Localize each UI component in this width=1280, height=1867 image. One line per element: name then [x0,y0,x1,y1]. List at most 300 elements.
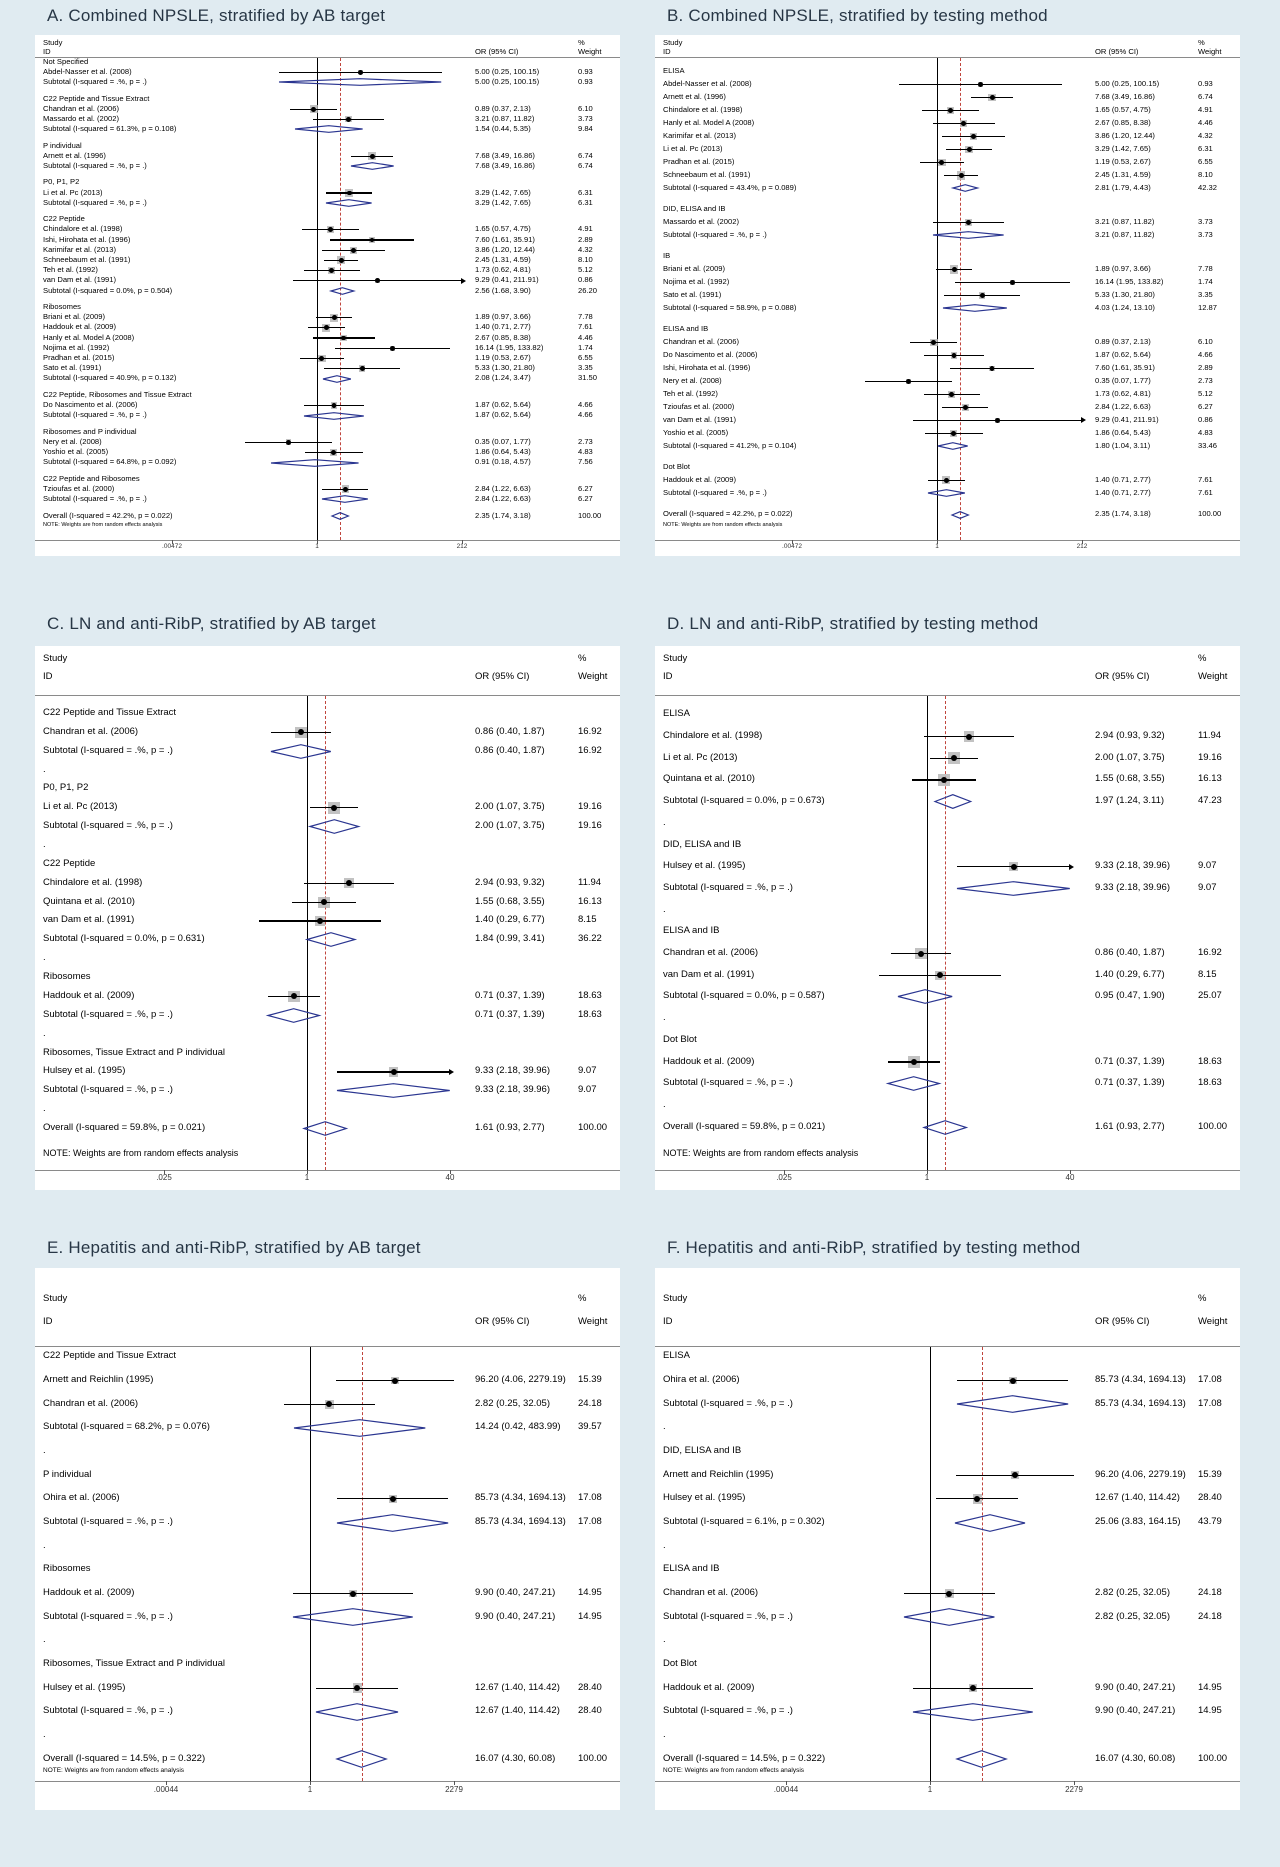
weight-value: 1.74 [578,342,593,352]
weight-value: 12.87 [1198,303,1218,313]
col-header-or: OR (95% CI) [1095,47,1139,56]
group-label: ELISA [663,708,690,720]
weight-value: 4.91 [1198,105,1213,115]
weight-value: 16.92 [578,744,602,756]
or-ci-value: 9.29 (0.41, 211.91) [475,275,539,285]
subtotal-label: Subtotal (I-squared = 43.4%, p = 0.089) [663,183,797,193]
weight-value: 8.15 [1198,968,1217,980]
or-ci-value: 2.00 (1.07, 3.75) [475,820,545,832]
or-ci-value: 85.73 (4.34, 1694.13) [1095,1373,1186,1385]
or-ci-value: 0.89 (0.37, 2.13) [1095,337,1151,347]
point-estimate-dot [1010,280,1015,285]
weight-value: 9.84 [578,124,593,134]
point-estimate-dot [360,366,365,371]
x-axis-line [655,1781,1240,1782]
point-estimate-dot [317,918,323,924]
study-label: Chindalore et al. (1998) [43,224,123,234]
subtotal-diamond [307,932,355,947]
weight-value: 6.10 [1198,337,1213,347]
col-header-study: Study [43,653,68,664]
or-ci-value: 2.67 (0.85, 8.38) [475,332,531,342]
group-label: Ribosomes and P individual [43,426,137,436]
point-estimate-dot [980,293,985,298]
or-ci-value: 2.94 (0.93, 9.32) [1095,730,1165,742]
weight-value: 100.00 [578,510,602,520]
or-ci-value: 2.35 (1.74, 3.18) [1095,509,1151,519]
group-separator-dot: . [43,1539,46,1551]
study-label: Massardo et al. (2002) [43,113,119,123]
weight-value: 31.50 [578,373,598,383]
or-ci-value: 0.86 (0.40, 1.87) [1095,947,1165,959]
overall-label: Overall (I-squared = 14.5%, p = 0.322) [43,1752,206,1764]
forest-panel-b [655,35,1240,556]
x-axis-tick-label: 212 [1076,543,1088,550]
x-axis-line [35,540,620,541]
weight-value: 100.00 [1198,509,1222,519]
or-ci-value: 0.95 (0.47, 1.90) [1095,990,1165,1002]
study-label: Briani et al. (2009) [663,264,726,274]
panel-d-title: D. LN and anti-RibP, stratified by testing method [667,614,1039,633]
x-axis-tick-label: .025 [776,1173,792,1182]
study-label: Nojima et al. (1992) [43,342,110,352]
subtotal-diamond [337,1083,450,1098]
or-ci-value: 14.24 (0.42, 483.99) [475,1421,561,1433]
x-axis-tick-label: 1 [927,1785,933,1794]
group-label: ELISA [663,1350,690,1362]
point-estimate-dot [390,346,395,351]
subtotal-diamond [898,989,952,1004]
group-separator-dot: . [43,1103,46,1115]
point-estimate-dot [946,1591,952,1597]
subtotal-diamond [888,1076,939,1091]
or-ci-value: 1.55 (0.68, 3.55) [1095,773,1165,785]
weight-value: 28.40 [578,1681,602,1693]
or-ci-value: 7.68 (3.49, 16.86) [1095,92,1155,102]
point-estimate-dot [324,325,329,330]
or-ci-value: 3.86 (1.20, 12.44) [1095,131,1155,141]
study-label: Abdel-Nasser et al. (2008) [663,79,752,89]
or-ci-value: 25.06 (3.83, 164.15) [1095,1515,1181,1527]
study-label: Quintana et al. (2010) [663,773,755,785]
or-ci-value: 1.40 (0.29, 6.77) [1095,968,1165,980]
weight-value: 8.15 [578,914,597,926]
point-estimate-dot [391,1069,397,1075]
subtotal-label: Subtotal (I-squared = .%, p = .) [43,744,173,756]
subtotal-label: Subtotal (I-squared = 64.8%, p = 0.092) [43,457,177,467]
or-ci-value: 12.67 (1.40, 114.42) [475,1681,560,1693]
weight-value: 28.40 [1198,1492,1222,1504]
weight-value: 6.55 [578,352,593,362]
or-ci-value: 3.86 (1.20, 12.44) [475,244,535,254]
overall-diamond [952,511,968,519]
point-estimate-dot [311,107,316,112]
weight-value: 0.86 [578,275,593,285]
random-effects-note: NOTE: Weights are from random effects analysis [43,1147,239,1158]
or-ci-value: 1.87 (0.62, 5.64) [475,399,531,409]
forest-panel-d [655,646,1240,1190]
forest-panel-a [35,35,620,556]
point-estimate-dot [331,805,337,811]
group-label: C22 Peptide and Ribosomes [43,473,140,483]
or-ci-value: 85.73 (4.34, 1694.13) [1095,1397,1186,1409]
col-header-or: OR (95% CI) [1095,1316,1150,1327]
study-label: Li et al. Pc (2013) [43,187,103,197]
group-label: Ribosomes, Tissue Extract and P individual [43,1657,225,1669]
subtotal-diamond [304,412,364,420]
weight-value: 6.27 [578,494,593,503]
point-estimate-dot [966,220,971,225]
study-label: Ishi, Hirohata et al. (1996) [663,363,751,373]
weight-value: 16.13 [1198,773,1222,785]
or-ci-value: 1.97 (1.24, 3.11) [1095,795,1165,807]
header-divider [35,57,620,58]
group-separator-dot: . [43,1728,46,1740]
overall-label: Overall (I-squared = 42.2%, p = 0.022) [663,509,793,519]
or-ci-value: 16.14 (1.95, 133.82) [1095,277,1164,287]
or-ci-value: 2.35 (1.74, 3.18) [475,510,531,520]
col-header-weight: Weight [578,671,608,682]
study-label: Schneebaum et al. (1991) [663,170,751,180]
weight-value: 6.31 [578,187,593,197]
point-estimate-dot [967,147,972,152]
x-axis-tick-label: 40 [445,1173,455,1182]
or-ci-value: 2.84 (1.22, 6.63) [475,494,531,503]
subtotal-label: Subtotal (I-squared = .%, p = .) [663,1705,793,1717]
weight-value: 0.93 [1198,79,1213,89]
point-estimate-dot [959,173,964,178]
subtotal-label: Subtotal (I-squared = 68.2%, p = 0.076) [43,1421,210,1433]
weight-value: 4.83 [1198,428,1213,438]
null-effect-line [937,58,938,540]
or-ci-value: 9.90 (0.40, 247.21) [475,1610,556,1622]
or-ci-value: 0.86 (0.40, 1.87) [475,725,545,737]
subtotal-label: Subtotal (I-squared = .%, p = .) [43,77,147,87]
weight-value: 4.66 [1198,350,1213,360]
random-effects-note: NOTE: Weights are from random effects analysis [43,521,163,528]
weight-value: 1.74 [1198,277,1213,287]
overall-diamond [957,1750,1006,1768]
or-ci-value: 96.20 (4.06, 2279.19) [475,1373,566,1385]
arrow-right-icon [1081,417,1086,423]
weight-value: 6.31 [1198,144,1213,154]
subtotal-diamond [913,1703,1033,1721]
weight-value: 0.86 [1198,415,1213,425]
weight-value: 3.35 [1198,290,1213,300]
overall-diamond [332,512,348,520]
col-header-id: ID [43,671,53,682]
overall-estimate-dashed-line [960,58,961,540]
subtotal-diamond [268,1008,319,1023]
subtotal-label: Subtotal (I-squared = .%, p = .) [663,488,767,498]
weight-value: 7.61 [1198,488,1213,498]
group-label: P0, P1, P2 [43,782,89,794]
study-label: Chindalore et al. (1998) [663,730,763,742]
point-estimate-dot [995,418,1000,423]
subtotal-label: Subtotal (I-squared = .%, p = .) [663,881,793,893]
subtotal-label: Subtotal (I-squared = .%, p = .) [43,1610,173,1622]
study-label: Pradhan et al. (2015) [663,157,735,167]
weight-value: 24.18 [578,1397,602,1409]
or-ci-value: 1.40 (0.71, 2.77) [475,322,531,332]
group-separator-dot: . [663,1012,666,1024]
study-label: Sato et al. (1991) [663,290,722,300]
subtotal-label: Subtotal (I-squared = .%, p = .) [43,1515,173,1527]
overall-label: Overall (I-squared = 59.8%, p = 0.021) [663,1120,826,1132]
panel-f-title: F. Hepatitis and anti-RibP, stratified by testing method [667,1238,1081,1257]
weight-value: 19.16 [578,801,602,813]
point-estimate-dot [331,450,336,455]
subtotal-diamond [279,78,441,86]
weight-value: 16.92 [1198,947,1222,959]
col-header-id: ID [663,1316,673,1327]
study-label: Do Nascimento et al. (2006) [43,399,138,409]
weight-value: 0.93 [578,77,593,87]
subtotal-label: Subtotal (I-squared = .%, p = .) [43,197,147,207]
or-ci-value: 1.40 (0.71, 2.77) [1095,488,1151,498]
study-label: van Dam et al. (1991) [663,968,755,980]
x-axis-tick-label: 1 [304,1173,310,1182]
subtotal-diamond [323,375,351,383]
group-separator-dot: . [43,1444,46,1456]
weight-value: 14.95 [578,1610,602,1622]
weight-value: 6.10 [578,103,593,113]
subtotal-label: Subtotal (I-squared = 58.9%, p = 0.088) [663,303,797,313]
panel-b-title: B. Combined NPSLE, stratified by testing method [667,6,1048,25]
or-ci-value: 12.67 (1.40, 114.42) [1095,1492,1180,1504]
subtotal-label: Subtotal (I-squared = 61.3%, p = 0.108) [43,124,177,134]
x-axis-tick-label: 1 [924,1173,930,1182]
subtotal-label: Subtotal (I-squared = 40.9%, p = 0.132) [43,373,177,383]
subtotal-label: Subtotal (I-squared = .%, p = .) [43,1008,173,1020]
or-ci-value: 9.90 (0.40, 247.21) [475,1586,556,1598]
weight-value: 9.07 [578,1084,597,1096]
x-axis-tick-label: .00472 [782,543,802,550]
overall-diamond [304,1121,346,1136]
or-ci-value: 16.07 (4.30, 60.08) [475,1752,556,1764]
col-header-or: OR (95% CI) [1095,671,1150,682]
study-label: Teh et al. (1992) [43,265,98,275]
weight-value: 9.07 [1198,881,1217,893]
group-label: DID, ELISA and IB [663,204,726,214]
study-label: Karimifar et al. (2013) [663,131,737,141]
point-estimate-dot [332,403,337,408]
group-label: Dot Blot [663,1033,697,1045]
group-label: Ribosomes [43,302,81,312]
or-ci-value: 7.68 (3.49, 16.86) [475,150,535,160]
col-header-study: Study [663,38,683,47]
study-label: Abdel-Nasser et al. (2008) [43,66,132,76]
null-effect-line [310,1347,311,1781]
weight-value: 8.10 [578,254,593,264]
group-label: ELISA and IB [663,925,720,937]
col-header-weight: Weight [1198,671,1228,682]
col-header-pct: % [1198,1293,1207,1304]
or-ci-value: 85.73 (4.34, 1694.13) [475,1515,566,1527]
weight-value: 17.08 [578,1515,602,1527]
col-header-id: ID [43,1316,53,1327]
group-label: Ribosomes, Tissue Extract and P individual [43,1046,225,1058]
or-ci-value: 1.87 (0.62, 5.64) [475,410,531,420]
or-ci-value: 5.33 (1.30, 21.80) [475,363,535,373]
study-label: Chandran et al. (2006) [43,725,139,737]
col-header-pct: % [1198,38,1205,47]
weight-value: 16.13 [578,895,602,907]
or-ci-value: 9.33 (2.18, 39.96) [475,1084,550,1096]
weight-value: 9.07 [1198,860,1217,872]
or-ci-value: 7.60 (1.61, 35.91) [1095,363,1155,373]
col-header-weight: Weight [1198,47,1222,56]
x-axis-line [655,540,1240,541]
col-header-pct: % [1198,653,1207,664]
study-label: Briani et al. (2009) [43,312,106,322]
col-header-weight: Weight [578,1316,608,1327]
or-ci-value: 1.86 (0.64, 5.43) [475,446,531,456]
study-label: Chandran et al. (2006) [663,947,759,959]
study-label: Teh et al. (1992) [663,389,718,399]
col-header-id: ID [663,47,671,56]
group-label: C22 Peptide and Tissue Extract [43,706,177,718]
group-label: Ribosomes [43,1563,91,1575]
weight-value: 4.32 [578,244,593,254]
study-label: Li et al. Pc (2013) [663,751,738,763]
group-label: C22 Peptide [43,857,96,869]
or-ci-value: 1.65 (0.57, 4.75) [475,224,531,234]
study-label: van Dam et al. (1991) [43,914,135,926]
weight-value: 6.31 [578,197,593,207]
or-ci-value: 96.20 (4.06, 2279.19) [1095,1468,1186,1480]
null-effect-line [927,696,928,1170]
weight-value: 43.79 [1198,1515,1222,1527]
weight-value: 42.32 [1198,183,1218,193]
study-label: Ishi, Hirohata et al. (1996) [43,234,131,244]
x-axis-tick-label: 40 [1065,1173,1075,1182]
arrow-right-icon [449,1069,454,1075]
panel-c-title: C. LN and anti-RibP, stratified by AB target [47,614,376,633]
group-label: C22 Peptide and Tissue Extract [43,93,150,103]
col-header-pct: % [578,653,587,664]
weight-value: 3.73 [578,113,593,123]
point-estimate-dot [343,487,348,492]
overall-estimate-dashed-line [945,696,946,1170]
group-label: Ribosomes [43,971,91,983]
or-ci-value: 2.84 (1.22, 6.63) [1095,402,1151,412]
or-ci-value: 1.54 (0.44, 5.35) [475,124,531,134]
header-divider [35,1346,620,1347]
point-estimate-dot [358,70,363,75]
or-ci-value: 0.71 (0.37, 1.39) [1095,1055,1165,1067]
or-ci-value: 5.00 (0.25, 100.15) [1095,79,1160,89]
subtotal-diamond [293,1608,413,1626]
group-label: P0, P1, P2 [43,177,80,187]
subtotal-label: Subtotal (I-squared = .%, p = .) [663,230,767,240]
forest-panel-c [35,646,620,1190]
or-ci-value: 9.33 (2.18, 39.96) [1095,860,1170,872]
col-header-pct: % [578,38,585,47]
point-estimate-dot [1011,864,1017,870]
subtotal-diamond [295,125,363,133]
or-ci-value: 1.73 (0.62, 4.81) [475,265,531,275]
group-label: C22 Peptide, Ribosomes and Tissue Extract [43,389,192,399]
weight-value: 2.73 [578,436,593,446]
or-ci-value: 3.21 (0.87, 11.82) [475,113,535,123]
weight-value: 7.78 [1198,264,1213,274]
weight-value: 6.74 [1198,92,1213,102]
weight-value: 47.23 [1198,795,1222,807]
weight-value: 24.18 [1198,1586,1222,1598]
subtotal-diamond [351,162,394,170]
group-separator-dot: . [43,839,46,850]
weight-value: 15.39 [578,1373,602,1385]
or-ci-value: 12.67 (1.40, 114.42) [475,1705,560,1717]
or-ci-value: 0.35 (0.07, 1.77) [475,436,531,446]
or-ci-value: 0.71 (0.37, 1.39) [1095,1077,1165,1089]
or-ci-value: 2.56 (1.68, 3.90) [475,285,531,295]
subtotal-diamond [933,231,1004,239]
or-ci-value: 5.00 (0.25, 100.15) [475,77,540,87]
weight-value: 6.27 [578,483,593,493]
or-ci-value: 7.60 (1.61, 35.91) [475,234,535,244]
or-ci-value: 2.82 (0.25, 32.05) [1095,1586,1170,1598]
point-estimate-dot [351,248,356,253]
or-ci-value: 0.91 (0.18, 4.57) [475,457,531,467]
group-label: Dot Blot [663,1657,697,1669]
weight-value: 9.07 [578,1065,597,1077]
weight-value: 16.92 [578,725,602,737]
point-estimate-dot [990,366,995,371]
random-effects-note: NOTE: Weights are from random effects analysis [663,1767,805,1775]
point-estimate-dot [911,1059,917,1065]
col-header-pct: % [578,1293,587,1304]
panel-a-title: A. Combined NPSLE, stratified by AB target [47,6,386,25]
weight-value: 2.73 [1198,376,1213,386]
weight-value: 6.74 [578,150,593,160]
or-ci-value: 1.86 (0.64, 5.43) [1095,428,1151,438]
overall-diamond [924,1120,966,1135]
col-header-study: Study [663,1293,688,1304]
study-label: Quintana et al. (2010) [43,895,135,907]
weight-value: 39.57 [578,1421,602,1433]
point-estimate-dot [918,951,924,957]
header-divider [35,695,620,696]
weight-value: 18.63 [578,1008,602,1020]
point-estimate-dot [350,1591,356,1597]
study-label: Haddouk et al. (2009) [43,989,135,1001]
weight-value: 17.08 [1198,1397,1222,1409]
or-ci-value: 1.89 (0.97, 3.66) [475,312,531,322]
point-estimate-dot [990,95,995,100]
or-ci-value: 9.90 (0.40, 247.21) [1095,1705,1176,1717]
group-label: IB [663,251,671,261]
weight-value: 18.63 [578,989,602,1001]
study-label: Hanly et al. Model A (2008) [663,118,755,128]
weight-value: 36.22 [578,933,602,945]
study-label: Arnett and Reichlin (1995) [43,1373,154,1385]
panel-e-title: E. Hepatitis and anti-RibP, stratified by AB target [47,1238,421,1257]
or-ci-value: 3.29 (1.42, 7.65) [475,187,531,197]
study-label: Yoshio et al. (2005) [663,428,729,438]
point-estimate-dot [370,154,375,159]
x-axis-tick-label: .00044 [153,1785,179,1794]
header-divider [655,695,1240,696]
point-estimate-dot [963,405,968,410]
or-ci-value: 1.87 (0.62, 5.64) [1095,350,1151,360]
weight-value: 7.56 [578,457,593,467]
or-ci-value: 2.67 (0.85, 8.38) [1095,118,1151,128]
group-separator-dot: . [663,1539,666,1551]
study-label: Hulsey et al. (1995) [43,1681,126,1693]
weight-value: 100.00 [578,1752,608,1764]
subtotal-diamond [955,1514,1025,1532]
